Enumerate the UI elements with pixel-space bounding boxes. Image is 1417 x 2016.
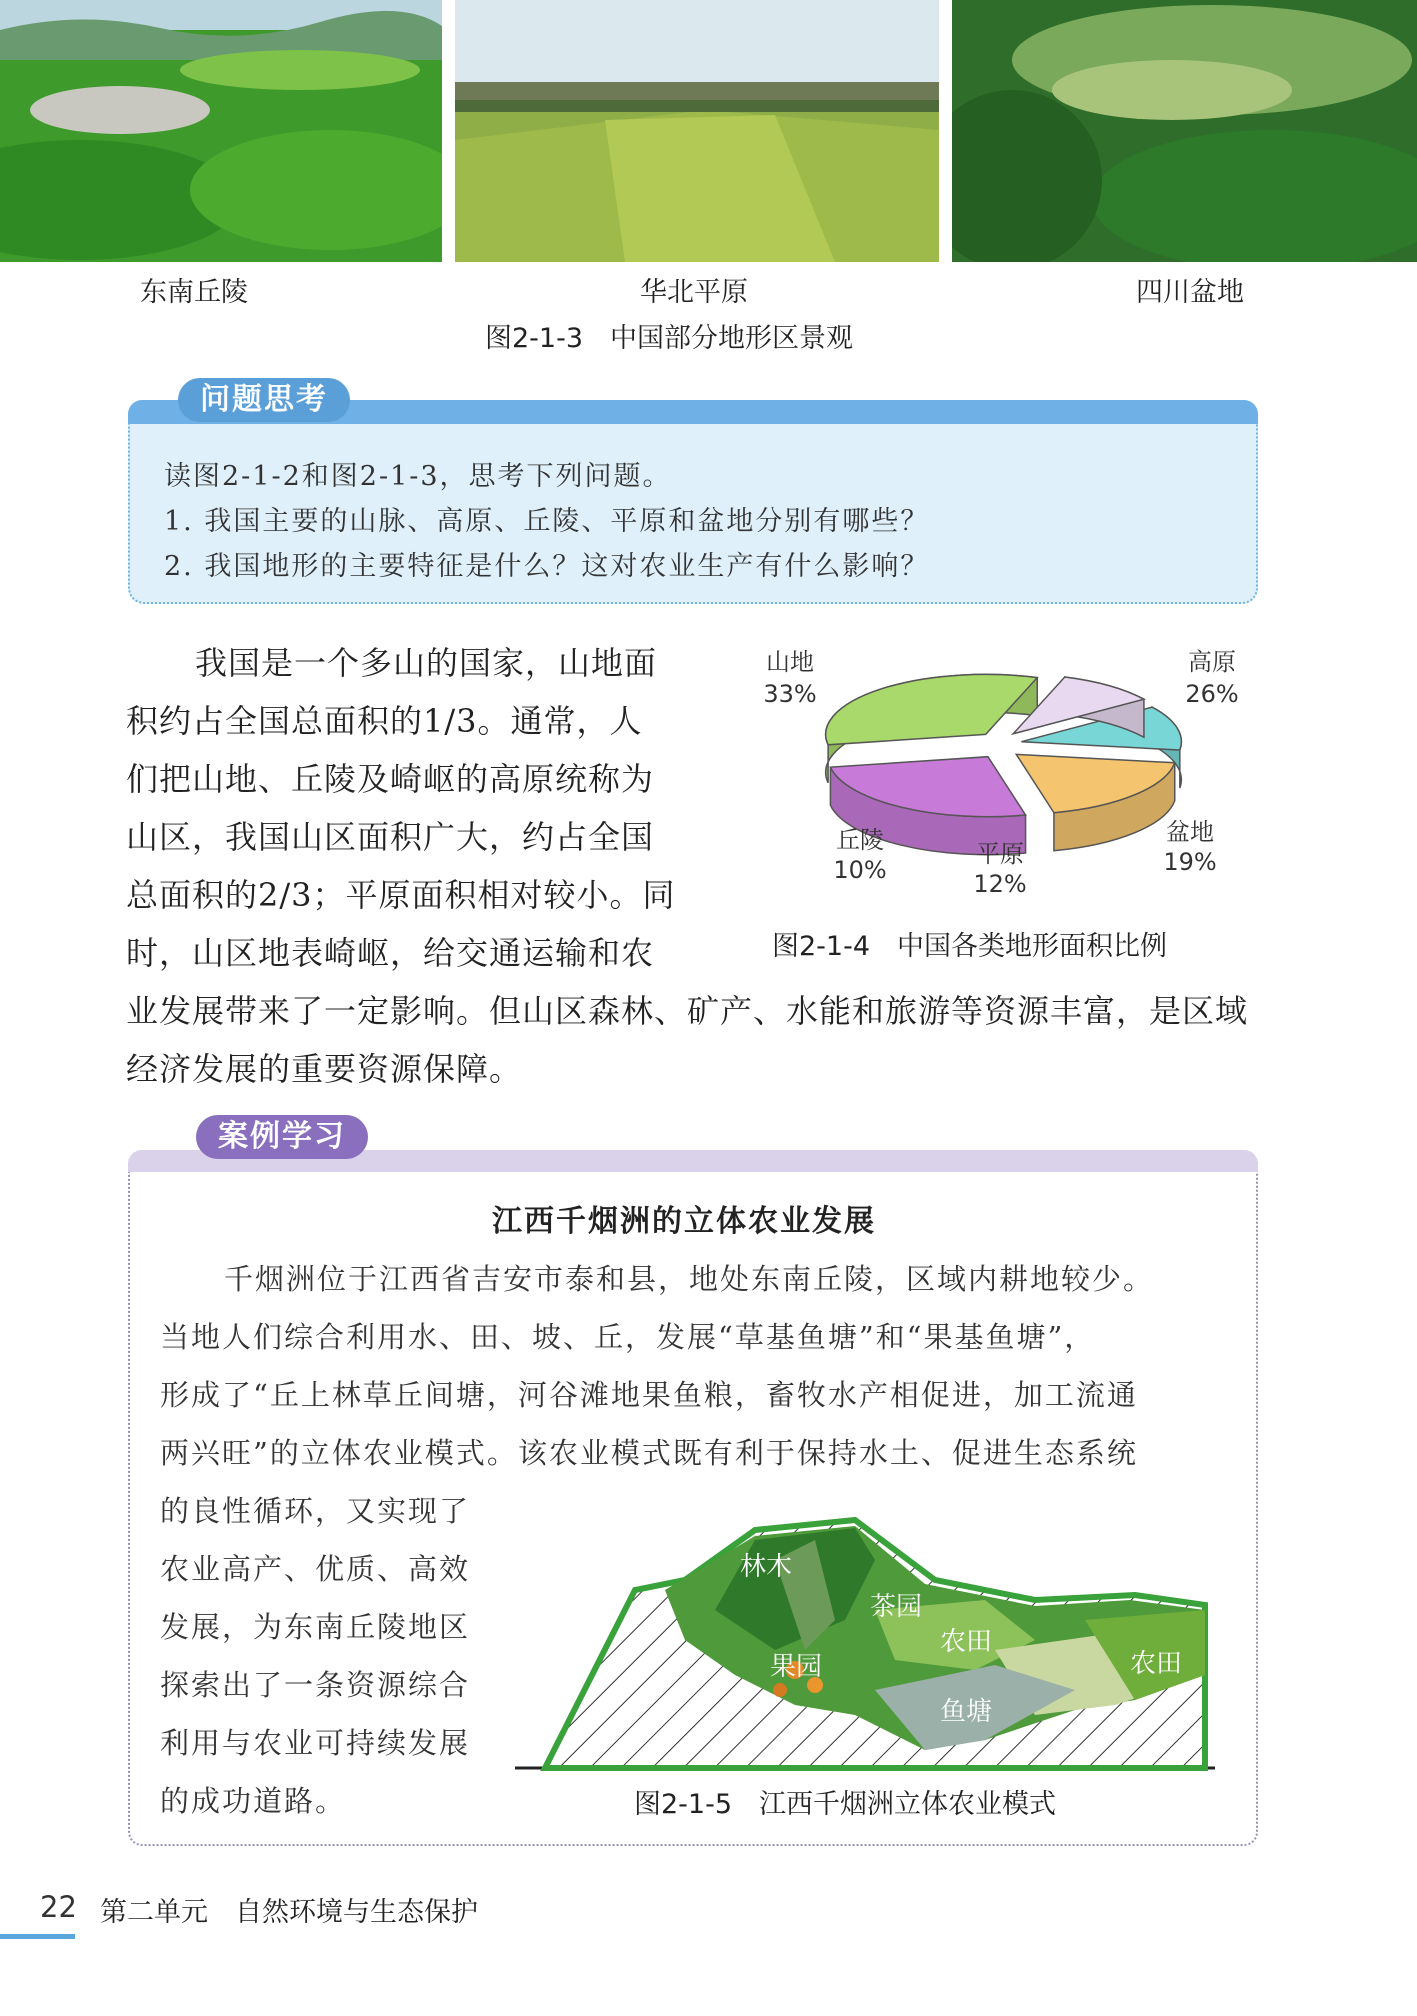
case-line-7: 发展，为东南丘陵地区: [160, 1610, 471, 1644]
body-line-8: 经济发展的重要资源保障。: [126, 1050, 523, 1088]
footer-unit-title: 第二单元 自然环境与生态保护: [100, 1897, 478, 1928]
question-line-2: 2. 我国地形的主要特征是什么？这对农业生产有什么影响？: [164, 551, 930, 582]
body-line-3: 们把山地、丘陵及崎岖的高原统称为: [126, 760, 655, 798]
body-line-6: 时，山区地表崎岖，给交通运输和农: [126, 934, 655, 972]
body-line-2: 积约占全国总面积的1/3。通常，人: [126, 702, 643, 740]
case-line-6: 农业高产、优质、高效: [160, 1552, 471, 1586]
pie-label-4: 丘陵: [836, 826, 884, 854]
pie-label-3: 平原: [976, 840, 1024, 868]
case-study-title: 江西千烟洲的立体农业发展: [492, 1204, 876, 1239]
figure-caption-2-1-5: 图2-1-5 江西千烟洲立体农业模式: [634, 1789, 1057, 1820]
body-line-7: 业发展带来了一定影响。但山区森林、矿产、水能和旅游等资源丰富，是区域: [126, 992, 1249, 1030]
photo-north-china-plain: [455, 0, 939, 262]
footer-accent-line: [0, 1934, 75, 1939]
diagram-label-orchard: 果园: [770, 1651, 823, 1681]
case-line-10: 的成功道路。: [160, 1784, 347, 1818]
photo-caption-southeast-hills: 东南丘陵: [140, 277, 248, 308]
diagram-label-field-1: 农田: [940, 1626, 993, 1656]
photo-sichuan-basin: [952, 0, 1417, 262]
diagram-label-field-2: 农田: [1130, 1648, 1183, 1678]
photo-southeast-hills: [0, 0, 442, 262]
case-study-tag: 案例学习: [196, 1115, 368, 1159]
pie-value-1: 26%: [1185, 680, 1239, 708]
question-line-intro: 读图2-1-2和图2-1-3，思考下列问题。: [164, 461, 672, 492]
photo-caption-north-china-plain: 华北平原: [640, 277, 748, 308]
question-line-1: 1. 我国主要的山脉、高原、丘陵、平原和盆地分别有哪些？: [164, 506, 930, 537]
pie-label-0: 山地: [766, 648, 814, 676]
photo-caption-sichuan-basin: 四川盆地: [1136, 277, 1244, 308]
figure-caption-2-1-4: 图2-1-4 中国各类地形面积比例: [772, 931, 1168, 962]
body-line-5: 总面积的2/3；平原面积相对较小。同: [126, 876, 676, 914]
page-number: 22: [40, 1890, 77, 1924]
pie-label-1: 高原: [1188, 648, 1236, 676]
case-line-2: 当地人们综合利用水、田、坡、丘，发展“草基鱼塘”和“果基鱼塘”，: [160, 1320, 1096, 1354]
terrain-pie-chart: [750, 640, 1250, 900]
case-line-5: 的良性循环，又实现了: [160, 1494, 471, 1528]
diagram-label-forest: 林木: [740, 1551, 793, 1581]
figure-caption-2-1-3: 图2-1-3 中国部分地形区景观: [485, 323, 854, 354]
pie-value-0: 33%: [763, 680, 817, 708]
question-tag: 问题思考: [178, 378, 350, 422]
pie-label-2: 盆地: [1166, 818, 1214, 846]
case-line-3: 形成了“丘上林草丘间塘，河谷滩地果鱼粮，畜牧水产相促进，加工流通: [160, 1378, 1138, 1412]
diagram-label-tea: 茶园: [870, 1591, 923, 1621]
pie-value-4: 10%: [833, 856, 887, 884]
diagram-label-pond: 鱼塘: [940, 1696, 993, 1726]
agriculture-model-diagram: [515, 1500, 1215, 1780]
case-line-8: 探索出了一条资源综合: [160, 1668, 471, 1702]
pie-value-3: 12%: [973, 870, 1027, 898]
case-line-1: 千烟洲位于江西省吉安市泰和县，地处东南丘陵，区域内耕地较少。: [224, 1262, 1155, 1296]
case-line-9: 利用与农业可持续发展: [160, 1726, 471, 1760]
body-line-1: 我国是一个多山的国家，山地面: [195, 644, 658, 682]
pie-slice-山地: [826, 674, 1038, 744]
body-line-4: 山区，我国山区面积广大，约占全国: [126, 818, 655, 856]
case-line-4: 两兴旺”的立体农业模式。该农业模式既有利于保持水土、促进生态系统: [160, 1436, 1138, 1470]
pie-value-2: 19%: [1163, 848, 1217, 876]
